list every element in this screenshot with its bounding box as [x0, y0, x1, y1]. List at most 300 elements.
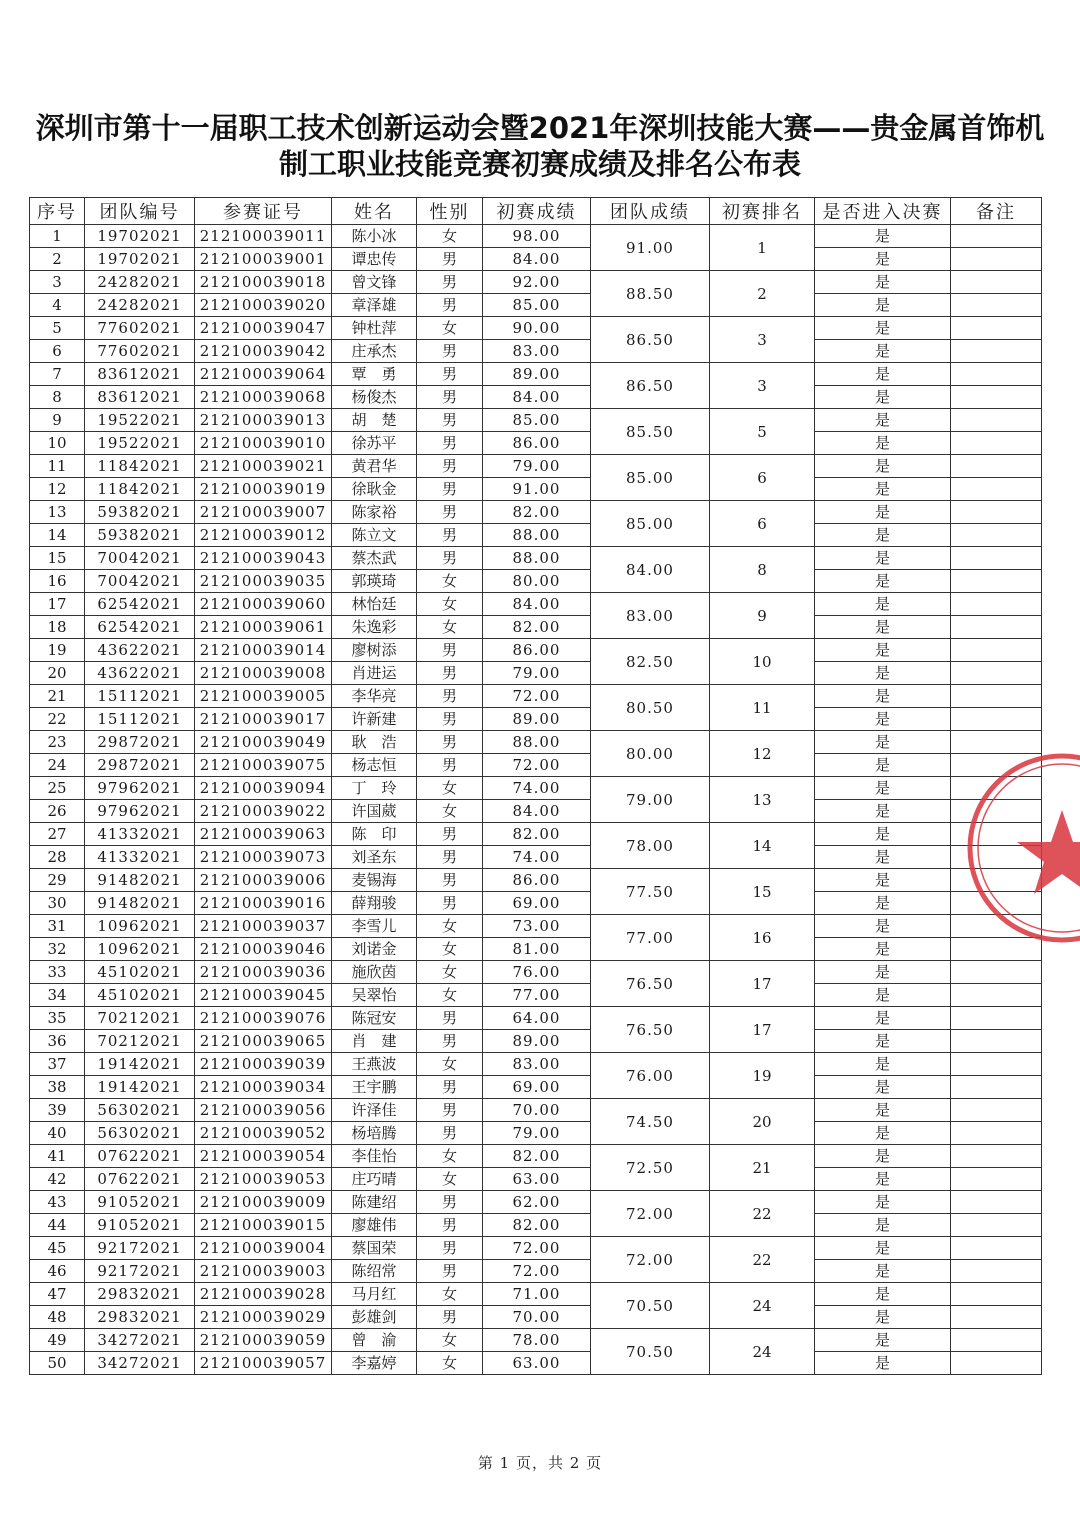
cell-cert-no: 212100039022: [195, 800, 332, 823]
cell-no: 2: [30, 248, 85, 271]
cell-rank: 5: [710, 409, 815, 455]
header-rank: 初赛排名: [710, 198, 815, 225]
cell-name: 陈立文: [332, 524, 417, 547]
cell-gender: 男: [417, 846, 483, 869]
cell-gender: 男: [417, 386, 483, 409]
cell-score: 63.00: [483, 1352, 591, 1375]
cell-gender: 女: [417, 1053, 483, 1076]
cell-score: 80.00: [483, 570, 591, 593]
cell-team-id: 24282021: [85, 294, 195, 317]
cell-remark: [951, 1237, 1042, 1260]
cell-team-id: 34272021: [85, 1329, 195, 1352]
cell-cert-no: 212100039034: [195, 1076, 332, 1099]
cell-gender: 男: [417, 409, 483, 432]
cell-final: 是: [815, 731, 951, 754]
cell-name: 薛翔骏: [332, 892, 417, 915]
cell-final: 是: [815, 340, 951, 363]
cell-score: 81.00: [483, 938, 591, 961]
cell-gender: 女: [417, 938, 483, 961]
cell-final: 是: [815, 1076, 951, 1099]
cell-name: 刘诺金: [332, 938, 417, 961]
cell-no: 35: [30, 1007, 85, 1030]
cell-team-score: 80.50: [591, 685, 710, 731]
cell-team-score: 86.50: [591, 317, 710, 363]
cell-remark: [951, 271, 1042, 294]
cell-no: 3: [30, 271, 85, 294]
table-row: [30, 547, 1042, 570]
cell-no: 14: [30, 524, 85, 547]
cell-team-id: 29872021: [85, 731, 195, 754]
cell-team-id: 41332021: [85, 846, 195, 869]
cell-final: 是: [815, 386, 951, 409]
table-row: [30, 1260, 1042, 1283]
cell-remark: [951, 1283, 1042, 1306]
cell-team-score: 80.00: [591, 731, 710, 777]
cell-gender: 男: [417, 547, 483, 570]
cell-team-score: 91.00: [591, 225, 710, 271]
header-team-score: 团队成绩: [591, 198, 710, 225]
cell-rank: 16: [710, 915, 815, 961]
cell-name: 李佳怡: [332, 1145, 417, 1168]
cell-cert-no: 212100039094: [195, 777, 332, 800]
cell-final: 是: [815, 1260, 951, 1283]
cell-team-id: 91052021: [85, 1191, 195, 1214]
cell-score: 73.00: [483, 915, 591, 938]
cell-gender: 男: [417, 662, 483, 685]
cell-remark: [951, 1329, 1042, 1352]
cell-score: 69.00: [483, 892, 591, 915]
cell-rank: 17: [710, 961, 815, 1007]
cell-score: 72.00: [483, 1237, 591, 1260]
cell-no: 40: [30, 1122, 85, 1145]
cell-remark: [951, 961, 1042, 984]
cell-final: 是: [815, 1168, 951, 1191]
cell-cert-no: 212100039065: [195, 1030, 332, 1053]
cell-remark: [951, 432, 1042, 455]
table-row: [30, 1007, 1042, 1030]
cell-remark: [951, 570, 1042, 593]
cell-no: 33: [30, 961, 85, 984]
cell-no: 32: [30, 938, 85, 961]
cell-rank: 10: [710, 639, 815, 685]
cell-score: 84.00: [483, 800, 591, 823]
cell-team-id: 83612021: [85, 363, 195, 386]
cell-cert-no: 212100039053: [195, 1168, 332, 1191]
cell-remark: [951, 1352, 1042, 1375]
cell-score: 82.00: [483, 823, 591, 846]
cell-final: 是: [815, 409, 951, 432]
cell-score: 82.00: [483, 616, 591, 639]
cell-team-score: 74.50: [591, 1099, 710, 1145]
cell-cert-no: 212100039056: [195, 1099, 332, 1122]
cell-remark: [951, 455, 1042, 478]
table-row: [30, 915, 1042, 938]
cell-team-score: 88.50: [591, 271, 710, 317]
cell-no: 16: [30, 570, 85, 593]
cell-team-id: 56302021: [85, 1122, 195, 1145]
table-row: [30, 1030, 1042, 1053]
table-row: [30, 1352, 1042, 1375]
cell-cert-no: 212100039063: [195, 823, 332, 846]
cell-rank: 24: [710, 1283, 815, 1329]
cell-final: 是: [815, 1191, 951, 1214]
cell-name: 章泽雄: [332, 294, 417, 317]
cell-team-id: 91052021: [85, 1214, 195, 1237]
cell-gender: 男: [417, 1237, 483, 1260]
cell-gender: 男: [417, 639, 483, 662]
cell-no: 29: [30, 869, 85, 892]
cell-team-score: 85.50: [591, 409, 710, 455]
cell-no: 47: [30, 1283, 85, 1306]
cell-remark: [951, 1214, 1042, 1237]
cell-rank: 24: [710, 1329, 815, 1375]
cell-gender: 男: [417, 248, 483, 271]
cell-no: 5: [30, 317, 85, 340]
cell-team-id: 77602021: [85, 340, 195, 363]
cell-gender: 女: [417, 800, 483, 823]
cell-name: 郭瑛琦: [332, 570, 417, 593]
cell-rank: 2: [710, 271, 815, 317]
cell-team-score: 72.00: [591, 1237, 710, 1283]
cell-name: 丁 玲: [332, 777, 417, 800]
cell-score: 89.00: [483, 708, 591, 731]
cell-gender: 男: [417, 1214, 483, 1237]
cell-score: 89.00: [483, 363, 591, 386]
table-row: [30, 754, 1042, 777]
cell-team-score: 70.50: [591, 1329, 710, 1375]
cell-no: 12: [30, 478, 85, 501]
cell-cert-no: 212100039028: [195, 1283, 332, 1306]
cell-rank: 22: [710, 1191, 815, 1237]
cell-team-id: 15112021: [85, 685, 195, 708]
cell-gender: 女: [417, 984, 483, 1007]
cell-name: 王燕波: [332, 1053, 417, 1076]
cell-final: 是: [815, 363, 951, 386]
cell-gender: 男: [417, 455, 483, 478]
cell-score: 74.00: [483, 777, 591, 800]
cell-gender: 女: [417, 1145, 483, 1168]
cell-final: 是: [815, 754, 951, 777]
cell-gender: 女: [417, 616, 483, 639]
cell-final: 是: [815, 593, 951, 616]
cell-rank: 6: [710, 455, 815, 501]
table-row: [30, 455, 1042, 478]
cell-team-score: 76.50: [591, 1007, 710, 1053]
cell-final: 是: [815, 777, 951, 800]
cell-team-id: 45102021: [85, 984, 195, 1007]
cell-no: 42: [30, 1168, 85, 1191]
cell-team-id: 70212021: [85, 1007, 195, 1030]
cell-rank: 22: [710, 1237, 815, 1283]
cell-cert-no: 212100039042: [195, 340, 332, 363]
cell-team-score: 77.00: [591, 915, 710, 961]
cell-rank: 8: [710, 547, 815, 593]
cell-final: 是: [815, 639, 951, 662]
cell-final: 是: [815, 1214, 951, 1237]
official-seal-icon: [962, 748, 1080, 948]
cell-cert-no: 212100039015: [195, 1214, 332, 1237]
cell-name: 施欣茵: [332, 961, 417, 984]
table-row: [30, 639, 1042, 662]
cell-team-id: 19522021: [85, 432, 195, 455]
cell-no: 45: [30, 1237, 85, 1260]
cell-gender: 男: [417, 708, 483, 731]
cell-score: 82.00: [483, 501, 591, 524]
cell-name: 庄承杰: [332, 340, 417, 363]
cell-name: 杨俊杰: [332, 386, 417, 409]
cell-final: 是: [815, 869, 951, 892]
cell-no: 7: [30, 363, 85, 386]
cell-name: 李华亮: [332, 685, 417, 708]
cell-gender: 男: [417, 1007, 483, 1030]
cell-remark: [951, 294, 1042, 317]
cell-no: 8: [30, 386, 85, 409]
cell-name: 谭忠传: [332, 248, 417, 271]
cell-remark: [951, 478, 1042, 501]
cell-remark: [951, 1306, 1042, 1329]
table-row: [30, 869, 1042, 892]
cell-remark: [951, 409, 1042, 432]
cell-name: 廖树添: [332, 639, 417, 662]
cell-final: 是: [815, 662, 951, 685]
cell-team-id: 59382021: [85, 524, 195, 547]
cell-score: 90.00: [483, 317, 591, 340]
cell-name: 蔡国荣: [332, 1237, 417, 1260]
cell-score: 88.00: [483, 547, 591, 570]
cell-final: 是: [815, 1099, 951, 1122]
cell-remark: [951, 317, 1042, 340]
cell-score: 82.00: [483, 1214, 591, 1237]
cell-remark: [951, 363, 1042, 386]
cell-team-score: 72.50: [591, 1145, 710, 1191]
cell-team-score: 72.00: [591, 1191, 710, 1237]
cell-final: 是: [815, 915, 951, 938]
cell-score: 92.00: [483, 271, 591, 294]
cell-team-id: 43622021: [85, 639, 195, 662]
table-row: [30, 1214, 1042, 1237]
cell-cert-no: 212100039068: [195, 386, 332, 409]
cell-gender: 女: [417, 570, 483, 593]
cell-team-score: 85.00: [591, 501, 710, 547]
cell-gender: 女: [417, 777, 483, 800]
cell-no: 37: [30, 1053, 85, 1076]
header-no: 序号: [30, 198, 85, 225]
cell-gender: 女: [417, 317, 483, 340]
table-row: [30, 248, 1042, 271]
table-row: [30, 616, 1042, 639]
cell-remark: [951, 616, 1042, 639]
cell-final: 是: [815, 1352, 951, 1375]
cell-score: 69.00: [483, 1076, 591, 1099]
cell-remark: [951, 1030, 1042, 1053]
cell-score: 77.00: [483, 984, 591, 1007]
table-row: [30, 1306, 1042, 1329]
cell-gender: 男: [417, 1191, 483, 1214]
cell-remark: [951, 708, 1042, 731]
cell-team-id: 11842021: [85, 455, 195, 478]
cell-final: 是: [815, 1007, 951, 1030]
table-row: [30, 823, 1042, 846]
cell-score: 72.00: [483, 1260, 591, 1283]
cell-cert-no: 212100039009: [195, 1191, 332, 1214]
cell-no: 31: [30, 915, 85, 938]
cell-team-score: 83.00: [591, 593, 710, 639]
table-row: [30, 294, 1042, 317]
cell-no: 24: [30, 754, 85, 777]
cell-name: 许新建: [332, 708, 417, 731]
page-title-line1: 深圳市第十一届职工技术创新运动会暨2021年深圳技能大赛——贵金属首饰机: [35, 111, 1045, 145]
cell-cert-no: 212100039007: [195, 501, 332, 524]
cell-score: 72.00: [483, 754, 591, 777]
cell-cert-no: 212100039035: [195, 570, 332, 593]
table-row: [30, 777, 1042, 800]
cell-score: 88.00: [483, 731, 591, 754]
cell-score: 79.00: [483, 455, 591, 478]
cell-team-id: 97962021: [85, 800, 195, 823]
header-score: 初赛成绩: [483, 198, 591, 225]
cell-cert-no: 212100039075: [195, 754, 332, 777]
cell-cert-no: 212100039057: [195, 1352, 332, 1375]
cell-final: 是: [815, 708, 951, 731]
cell-rank: 3: [710, 363, 815, 409]
table-row: [30, 409, 1042, 432]
cell-remark: [951, 984, 1042, 1007]
cell-cert-no: 212100039047: [195, 317, 332, 340]
cell-team-id: 29832021: [85, 1306, 195, 1329]
cell-name: 王宇鹏: [332, 1076, 417, 1099]
cell-gender: 男: [417, 869, 483, 892]
table-row: [30, 938, 1042, 961]
cell-cert-no: 212100039012: [195, 524, 332, 547]
cell-no: 49: [30, 1329, 85, 1352]
cell-gender: 男: [417, 892, 483, 915]
cell-team-id: 19522021: [85, 409, 195, 432]
cell-score: 84.00: [483, 248, 591, 271]
cell-score: 63.00: [483, 1168, 591, 1191]
header-name: 姓名: [332, 198, 417, 225]
cell-rank: 6: [710, 501, 815, 547]
cell-final: 是: [815, 1122, 951, 1145]
cell-name: 李雪儿: [332, 915, 417, 938]
cell-team-id: 56302021: [85, 1099, 195, 1122]
cell-final: 是: [815, 961, 951, 984]
cell-name: 陈冠安: [332, 1007, 417, 1030]
cell-no: 6: [30, 340, 85, 363]
cell-score: 62.00: [483, 1191, 591, 1214]
cell-no: 26: [30, 800, 85, 823]
table-row: [30, 1237, 1042, 1260]
cell-cert-no: 212100039013: [195, 409, 332, 432]
cell-final: 是: [815, 248, 951, 271]
cell-gender: 女: [417, 1283, 483, 1306]
cell-cert-no: 212100039011: [195, 225, 332, 248]
table-row: [30, 1076, 1042, 1099]
cell-gender: 男: [417, 1030, 483, 1053]
cell-name: 林怡廷: [332, 593, 417, 616]
cell-gender: 男: [417, 501, 483, 524]
cell-final: 是: [815, 1030, 951, 1053]
table-row: [30, 685, 1042, 708]
cell-no: 41: [30, 1145, 85, 1168]
cell-cert-no: 212100039021: [195, 455, 332, 478]
cell-no: 23: [30, 731, 85, 754]
table-row: [30, 1168, 1042, 1191]
cell-score: 79.00: [483, 662, 591, 685]
cell-team-score: 84.00: [591, 547, 710, 593]
cell-team-id: 10962021: [85, 938, 195, 961]
page-footer: 第 1 页，共 2 页: [477, 1454, 603, 1472]
cell-score: 86.00: [483, 432, 591, 455]
cell-name: 麦锡海: [332, 869, 417, 892]
cell-team-id: 15112021: [85, 708, 195, 731]
cell-rank: 11: [710, 685, 815, 731]
table-row: [30, 961, 1042, 984]
cell-rank: 1: [710, 225, 815, 271]
cell-no: 46: [30, 1260, 85, 1283]
cell-cert-no: 212100039043: [195, 547, 332, 570]
cell-score: 64.00: [483, 1007, 591, 1030]
cell-score: 82.00: [483, 1145, 591, 1168]
cell-cert-no: 212100039014: [195, 639, 332, 662]
cell-gender: 女: [417, 225, 483, 248]
cell-final: 是: [815, 616, 951, 639]
cell-cert-no: 212100039054: [195, 1145, 332, 1168]
cell-final: 是: [815, 800, 951, 823]
table-row: [30, 846, 1042, 869]
cell-cert-no: 212100039052: [195, 1122, 332, 1145]
header-cert-no: 参赛证号: [195, 198, 332, 225]
cell-cert-no: 212100039018: [195, 271, 332, 294]
cell-no: 17: [30, 593, 85, 616]
cell-cert-no: 212100039016: [195, 892, 332, 915]
cell-remark: [951, 1145, 1042, 1168]
cell-gender: 男: [417, 1076, 483, 1099]
cell-name: 蔡杰武: [332, 547, 417, 570]
cell-cert-no: 212100039005: [195, 685, 332, 708]
cell-team-id: 97962021: [85, 777, 195, 800]
table-row: [30, 340, 1042, 363]
cell-team-id: 11842021: [85, 478, 195, 501]
cell-team-id: 07622021: [85, 1145, 195, 1168]
cell-team-id: 59382021: [85, 501, 195, 524]
cell-score: 88.00: [483, 524, 591, 547]
cell-name: 耿 浩: [332, 731, 417, 754]
cell-team-score: 77.50: [591, 869, 710, 915]
cell-gender: 女: [417, 1352, 483, 1375]
cell-no: 15: [30, 547, 85, 570]
cell-cert-no: 212100039003: [195, 1260, 332, 1283]
cell-score: 79.00: [483, 1122, 591, 1145]
cell-team-score: 86.50: [591, 363, 710, 409]
cell-cert-no: 212100039010: [195, 432, 332, 455]
cell-name: 肖进运: [332, 662, 417, 685]
cell-cert-no: 212100039064: [195, 363, 332, 386]
header-remark: 备注: [951, 198, 1042, 225]
table-row: [30, 708, 1042, 731]
cell-cert-no: 212100039060: [195, 593, 332, 616]
cell-score: 89.00: [483, 1030, 591, 1053]
cell-no: 19: [30, 639, 85, 662]
cell-gender: 女: [417, 961, 483, 984]
table-row: [30, 524, 1042, 547]
table-row: [30, 892, 1042, 915]
cell-name: 廖雄伟: [332, 1214, 417, 1237]
cell-no: 44: [30, 1214, 85, 1237]
table-row: [30, 386, 1042, 409]
cell-team-id: 70212021: [85, 1030, 195, 1053]
cell-name: 徐耿金: [332, 478, 417, 501]
cell-name: 庄巧晴: [332, 1168, 417, 1191]
